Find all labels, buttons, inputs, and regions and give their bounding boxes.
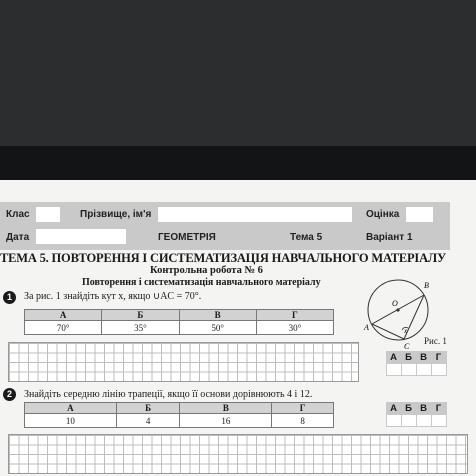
choice-checkbox[interactable] [402, 415, 416, 426]
choice-letter: Б [405, 403, 412, 414]
grade-label: Оцінка [366, 209, 400, 220]
option-letter: А [25, 310, 102, 321]
figure-caption: Рис. 1 [424, 336, 447, 346]
grade-input[interactable] [406, 207, 433, 222]
choice-checkbox[interactable] [387, 364, 401, 375]
answer-choice-box-1 [386, 351, 447, 376]
dark-background-band [0, 146, 476, 180]
test-subtitle: Контрольна робота № 6 [150, 265, 263, 276]
answer-choice-box-2 [386, 402, 447, 427]
choice-checkbox[interactable] [417, 364, 431, 375]
class-input[interactable] [36, 207, 60, 222]
choice-checkbox[interactable] [432, 415, 446, 426]
dark-background-top [0, 0, 476, 146]
question-text-2: Знайдіть середню лінію трапеції, якщо її основи дорівнюють 4 і 12. [24, 389, 313, 400]
figure-label-a: A [364, 323, 369, 332]
class-label: Клас [6, 209, 30, 220]
name-label: Прізвище, ім'я [80, 209, 152, 220]
option-letter: В [179, 310, 256, 321]
solution-grid-2[interactable] [8, 434, 468, 474]
choice-letter: А [390, 403, 397, 414]
answer-options-table-1 [24, 309, 334, 335]
figure-label-b: B [424, 281, 429, 290]
option-value: 70° [25, 321, 102, 335]
choice-letter: А [390, 352, 397, 363]
option-value: 10 [25, 414, 117, 428]
choice-checkbox[interactable] [432, 364, 446, 375]
choice-checkbox[interactable] [402, 364, 416, 375]
figure-label-x: x [404, 327, 408, 335]
page-title: ТЕМА 5. ПОВТОРЕННЯ І СИСТЕМАТИЗАЦІЯ НАВЧАЛЬНОГО МАТЕРІАЛУ [0, 251, 446, 265]
subject-label: ГЕОМЕТРІЯ [158, 232, 216, 243]
test-topic-subtitle: Повторення і систематизація навчального матеріалу [82, 277, 321, 288]
choice-letter: Б [405, 352, 412, 363]
option-letter: Б [116, 403, 180, 414]
choice-checkbox[interactable] [417, 415, 431, 426]
date-input[interactable] [36, 229, 126, 244]
header-bar [0, 202, 450, 250]
option-letter: В [180, 403, 272, 414]
answer-options-table-2 [24, 402, 334, 428]
option-letter: Г [256, 310, 333, 321]
option-letter: Г [272, 403, 334, 414]
choice-letter: В [420, 352, 427, 363]
choice-letter: Г [435, 352, 442, 363]
solution-grid-1[interactable] [8, 342, 359, 382]
question-text-1: За рис. 1 знайдіть кут x, якщо ∪AC = 70°. [24, 291, 202, 302]
date-label: Дата [6, 232, 30, 243]
worksheet-page [0, 180, 476, 476]
question-number-1: 1 [3, 291, 16, 304]
option-value: 8 [272, 414, 334, 428]
choice-letter: Г [435, 403, 442, 414]
question-number-2: 2 [3, 388, 16, 401]
option-value: 16 [180, 414, 272, 428]
choice-checkbox[interactable] [387, 415, 401, 426]
figure-label-c: C [404, 342, 410, 351]
option-value: 30° [256, 321, 333, 335]
variant-label: Варіант 1 [366, 232, 413, 243]
topic-label: Тема 5 [290, 232, 323, 243]
choice-letter: В [420, 403, 427, 414]
figure-label-o: O [392, 299, 398, 308]
option-letter: А [25, 403, 117, 414]
option-value: 50° [179, 321, 256, 335]
option-value: 4 [116, 414, 180, 428]
option-letter: Б [102, 310, 179, 321]
name-input[interactable] [158, 207, 352, 222]
option-value: 35° [102, 321, 179, 335]
